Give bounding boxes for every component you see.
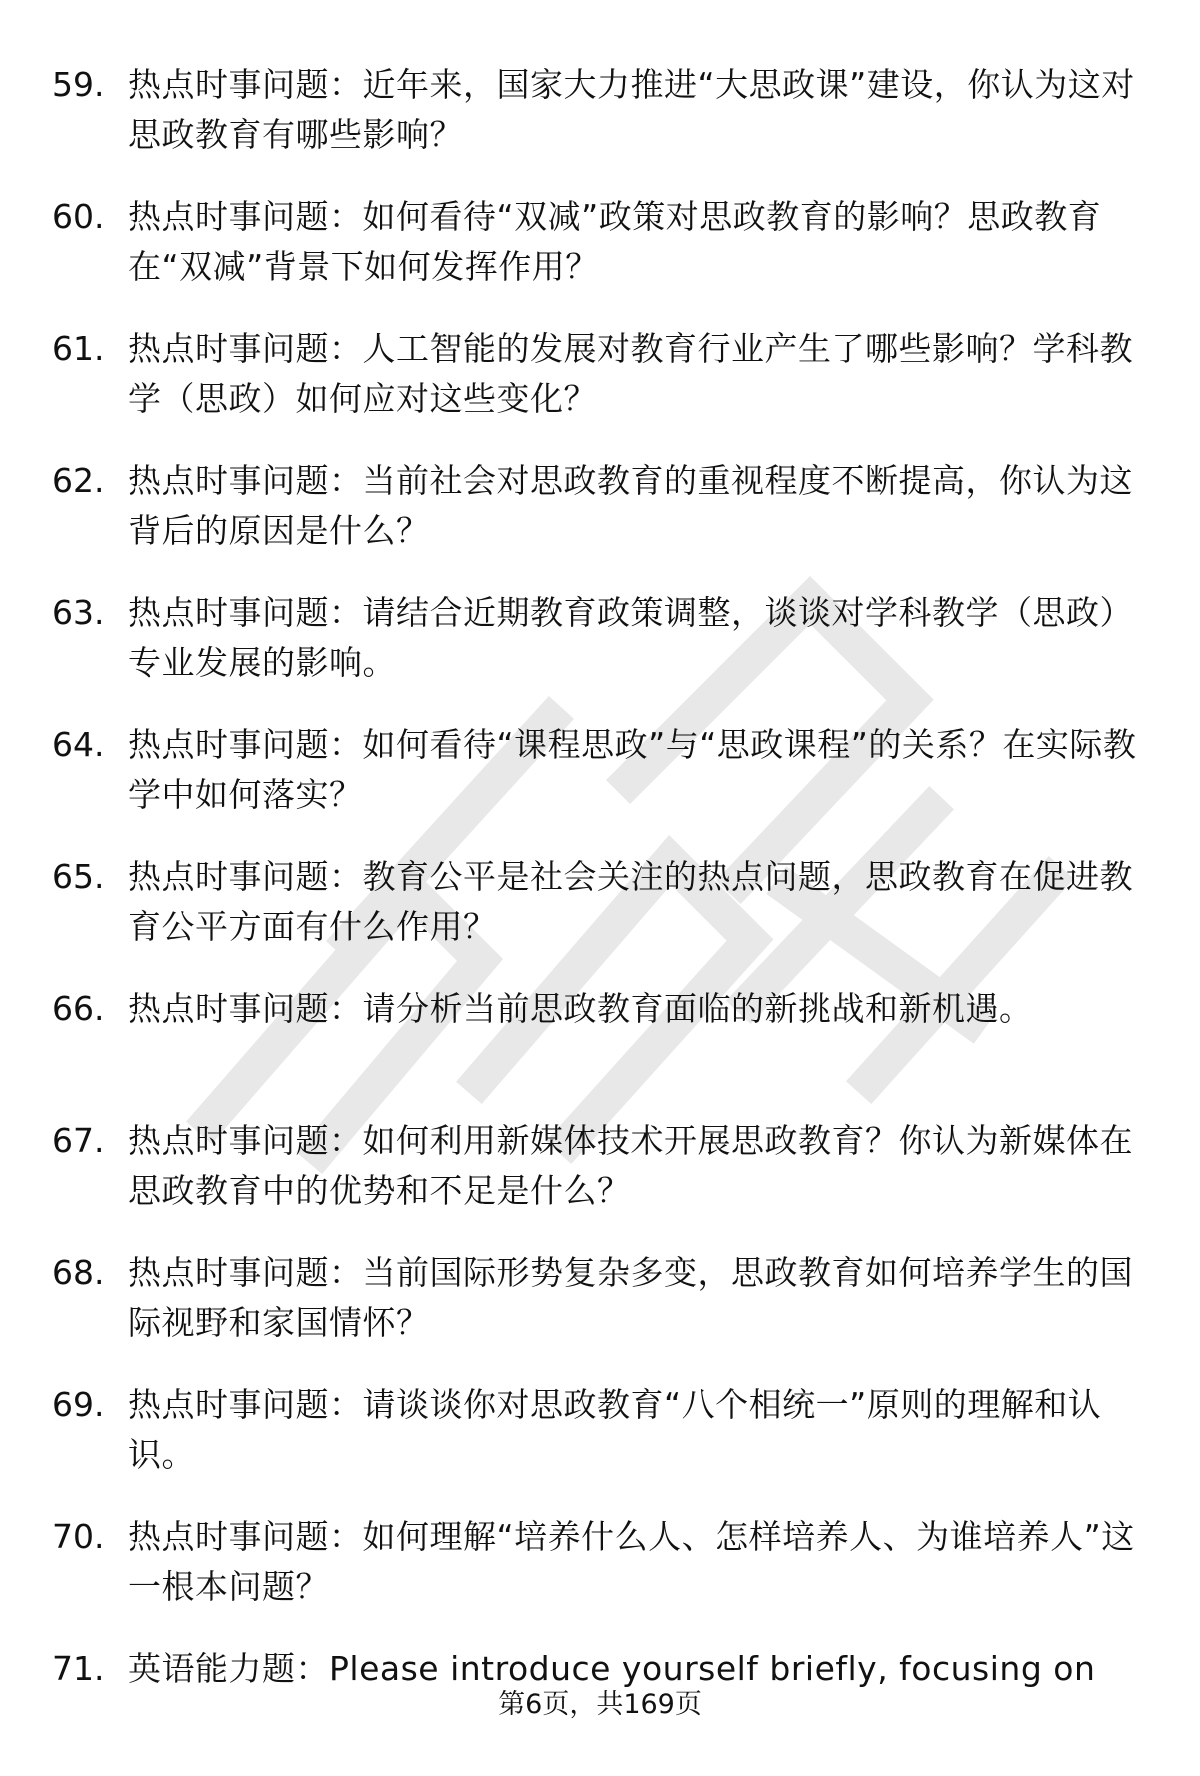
question-text: 热点时事问题：教育公平是社会关注的热点问题，思政教育在促进教育公平方面有什么作用？: [128, 857, 1133, 946]
question-text: 热点时事问题：请分析当前思政教育面临的新挑战和新机遇。: [128, 989, 1033, 1028]
question-item: [0, 1116, 1200, 1248]
question-item: [0, 192, 1200, 324]
question-item: [0, 60, 1200, 192]
question-item: [0, 852, 1200, 984]
question-item: [0, 324, 1200, 456]
question-text: 热点时事问题：当前国际形势复杂多变，思政教育如何培养学生的国际视野和家国情怀？: [128, 1253, 1133, 1342]
question-number: 64.: [52, 725, 105, 764]
question-number: 67.: [52, 1121, 105, 1160]
question-text: 热点时事问题：请谈谈你对思政教育“八个相统一”原则的理解和认识。: [128, 1385, 1102, 1474]
question-item: [0, 1512, 1200, 1644]
question-text: 热点时事问题：如何利用新媒体技术开展思政教育？你认为新媒体在思政教育中的优势和不足是什么？: [128, 1121, 1133, 1210]
question-item: [0, 720, 1200, 852]
question-item: [0, 984, 1200, 1116]
question-text: 热点时事问题：人工智能的发展对教育行业产生了哪些影响？学科教学（思政）如何应对这些变化？: [128, 329, 1133, 418]
question-number: 61.: [52, 329, 105, 368]
question-text: 热点时事问题：近年来，国家大力推进“大思政课”建设，你认为这对思政教育有哪些影响？: [128, 65, 1135, 154]
question-item: [0, 588, 1200, 720]
question-number: 65.: [52, 857, 105, 896]
question-text: 热点时事问题：如何看待“双减”政策对思政教育的影响？思政教育在“双减”背景下如何发挥作用？: [128, 197, 1102, 286]
question-number: 60.: [52, 197, 105, 236]
question-number: 59.: [52, 65, 105, 104]
question-item: [0, 456, 1200, 588]
page-footer: 第6页，共169页: [498, 1689, 702, 1720]
question-text: 英语能力题：Please introduce yourself briefly, focusing on: [128, 1649, 1096, 1688]
question-number: 69.: [52, 1385, 105, 1424]
question-number: 62.: [52, 461, 105, 500]
question-list: [0, 60, 1200, 1776]
question-item: [0, 1248, 1200, 1380]
question-text: 热点时事问题：如何理解“培养什么人、怎样培养人、为谁培养人”这一根本问题？: [128, 1517, 1135, 1606]
question-number: 71.: [52, 1649, 105, 1688]
question-number: 63.: [52, 593, 105, 632]
question-text: 热点时事问题：请结合近期教育政策调整，谈谈对学科教学（思政）专业发展的影响。: [128, 593, 1133, 682]
question-number: 66.: [52, 989, 105, 1028]
question-item: [0, 1380, 1200, 1512]
question-text: 热点时事问题：如何看待“课程思政”与“思政课程”的关系？在实际教学中如何落实？: [128, 725, 1137, 814]
question-number: 70.: [52, 1517, 105, 1556]
question-number: 68.: [52, 1253, 105, 1292]
question-text: 热点时事问题：当前社会对思政教育的重视程度不断提高，你认为这背后的原因是什么？: [128, 461, 1133, 550]
